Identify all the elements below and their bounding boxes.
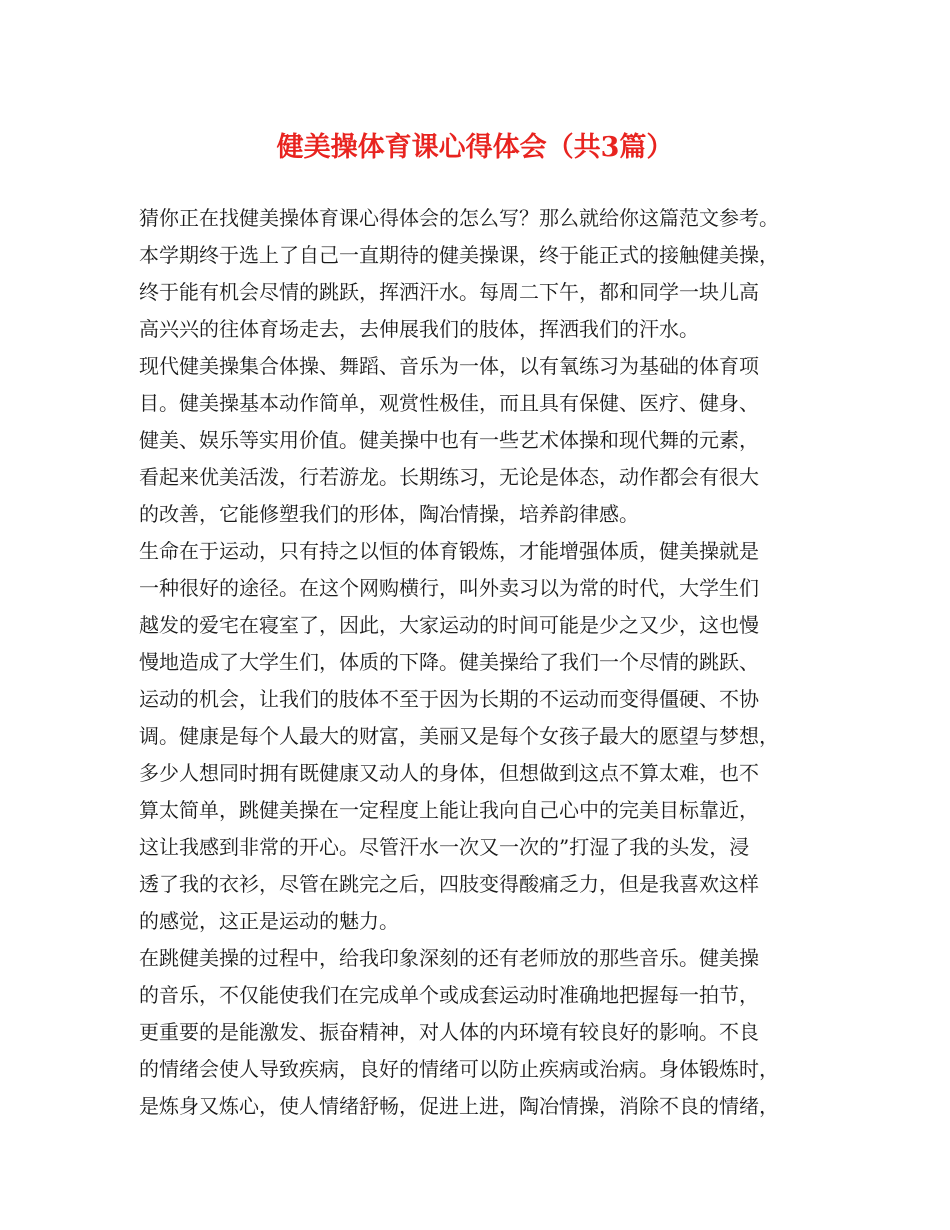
text-line: 目。健美操基本动作简单，观赏性极佳，而且具有保健、医疗、健身、	[139, 391, 759, 415]
text-line: 现代健美操集合体操、舞蹈、音乐为一体，以有氧练习为基础的体育项	[139, 354, 759, 378]
text-line: 算太简单，跳健美操在一定程度上能让我向自己心中的完美目标靠近，	[139, 798, 759, 822]
text-line: 透了我的衣衫，尽管在跳完之后，四肢变得酸痛乏力，但是我喜欢这样	[139, 872, 759, 896]
document-title: 健美操体育课心得体会（共3篇）	[276, 132, 674, 163]
text-line: 调。健康是每个人最大的财富，美丽又是每个女孩子最大的愿望与梦想，	[139, 724, 779, 748]
text-line: 越发的爱宅在寝室了，因此，大家运动的时间可能是少之又少，这也慢	[139, 613, 759, 637]
text-line: 这让我感到非常的开心。尽管汗水一次又一次的”打湿了我的头发，浸	[139, 835, 750, 859]
text-line: 健美、娱乐等实用价值。健美操中也有一些艺术体操和现代舞的元素，	[139, 428, 759, 452]
text-line: 多少人想同时拥有既健康又动人的身体，但想做到这点不算太难，也不	[139, 761, 759, 785]
text-line: 慢地造成了大学生们，体质的下降。健美操给了我们一个尽情的跳跃、	[139, 650, 759, 674]
document-body	[139, 200, 829, 1125]
text-line: 看起来优美活泼，行若游龙。长期练习，无论是体态，动作都会有很大	[139, 465, 759, 489]
text-line: 的感觉，这正是运动的魅力。	[139, 909, 399, 933]
text-line: 运动的机会，让我们的肢体不至于因为长期的不运动而变得僵硬、不协	[139, 687, 759, 711]
text-line: 一种很好的途径。在这个网购横行，叫外卖习以为常的时代，大学生们	[139, 576, 759, 600]
text-line: 生命在于运动，只有持之以恒的体育锻炼，才能增强体质，健美操就是	[139, 539, 759, 563]
text-line: 的音乐，不仅能使我们在完成单个或成套运动时准确地把握每一拍节，	[139, 983, 759, 1007]
text-line: 猜你正在找健美操体育课心得体会的怎么写？那么就给你这篇范文参考。	[139, 206, 779, 230]
text-line: 在跳健美操的过程中，给我印象深刻的还有老师放的那些音乐。健美操	[139, 946, 759, 970]
text-line: 的情绪会使人导致疾病，良好的情绪可以防止疾病或治病。身体锻炼时，	[139, 1057, 779, 1081]
text-line: 高兴兴的往体育场走去，去伸展我们的肢体，挥洒我们的汗水。	[139, 317, 699, 341]
text-line: 更重要的是能激发、振奋精神，对人体的内环境有较良好的影响。不良	[139, 1020, 759, 1044]
text-line: 终于能有机会尽情的跳跃，挥洒汗水。每周二下午，都和同学一块儿高	[139, 280, 759, 304]
text-line: 的改善，它能修塑我们的形体，陶冶情操，培养韵律感。	[139, 502, 639, 526]
text-line: 本学期终于选上了自己一直期待的健美操课，终于能正式的接触健美操，	[139, 243, 779, 267]
text-line: 是炼身又炼心，使人情绪舒畅，促进上进，陶冶情操，消除不良的情绪，	[139, 1094, 779, 1118]
